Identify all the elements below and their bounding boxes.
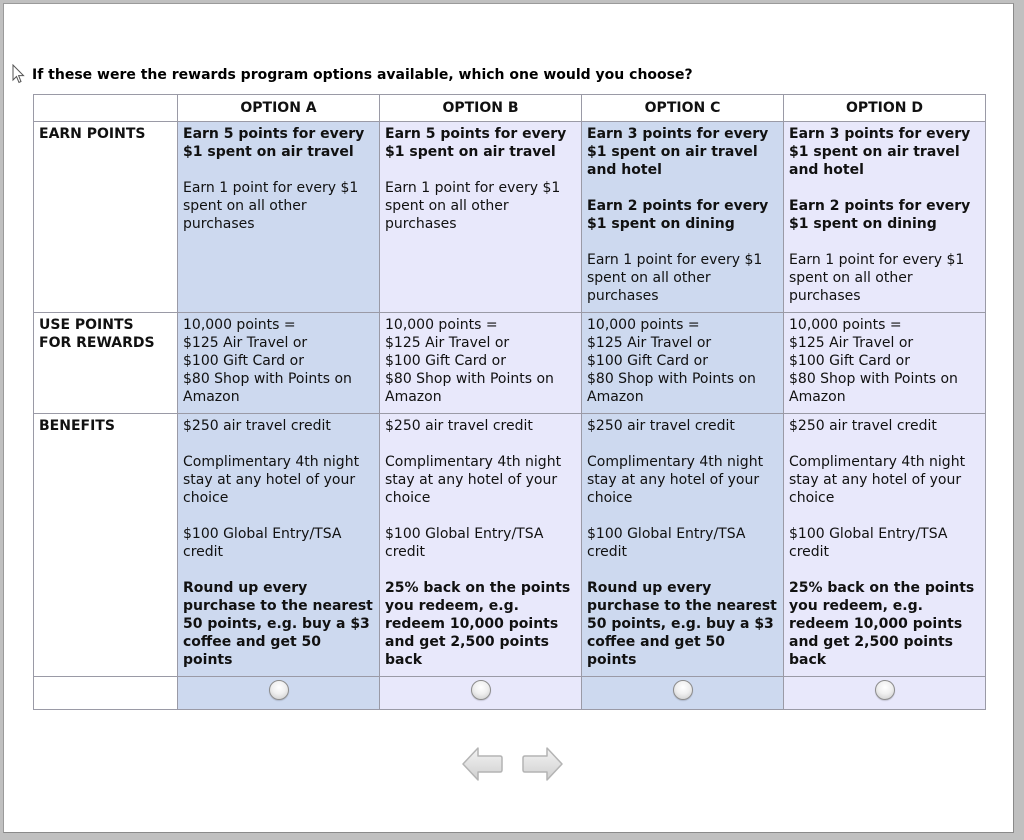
use-line: $100 Gift Card or (789, 353, 910, 369)
benefit-item: Complimentary 4th night stay at any hotel of your choice (183, 454, 360, 506)
benefit-special: 25% back on the points you redeem, e.g. redeem 10,000 points and get 2,500 points back (385, 580, 571, 668)
benefits-option-a (178, 414, 380, 677)
earn-option-b (380, 122, 582, 313)
earn-dining: Earn 2 points for every $1 spent on dining (587, 198, 769, 232)
earn-primary: Earn 3 points for every $1 spent on air travel and hotel (789, 126, 971, 178)
benefit-item: Complimentary 4th night stay at any hotel of your choice (789, 454, 966, 506)
earn-points-row (34, 122, 986, 313)
benefit-item: $100 Global Entry/TSA credit (183, 526, 342, 560)
radio-option-b[interactable] (471, 680, 491, 700)
benefit-item: $100 Global Entry/TSA credit (385, 526, 544, 560)
use-line: $80 Shop with Points on Amazon (183, 371, 352, 405)
use-line: 10,000 points = (789, 317, 902, 333)
earn-option-d (784, 122, 986, 313)
benefit-item: $100 Global Entry/TSA credit (789, 526, 948, 560)
use-option-c (582, 313, 784, 414)
benefit-special: Round up every purchase to the nearest 50 points, e.g. buy a $3 coffee and get 50 points (183, 580, 373, 668)
benefit-item: Complimentary 4th night stay at any hotel of your choice (587, 454, 764, 506)
use-option-d (784, 313, 986, 414)
use-points-row (34, 313, 986, 414)
choice-row-label (34, 677, 178, 710)
header-row (34, 95, 986, 122)
benefit-special: 25% back on the points you redeem, e.g. redeem 10,000 points and get 2,500 points back (789, 580, 975, 668)
benefit-item: $250 air travel credit (183, 418, 331, 434)
benefit-item: $250 air travel credit (385, 418, 533, 434)
benefit-item: $100 Global Entry/TSA credit (587, 526, 746, 560)
earn-other: Earn 1 point for every $1 spent on all other purchases (789, 252, 965, 304)
earn-option-a (178, 122, 380, 313)
earn-option-c (582, 122, 784, 313)
header-option-b: OPTION B (380, 95, 582, 122)
benefit-item: $250 air travel credit (587, 418, 735, 434)
use-line: $100 Gift Card or (587, 353, 708, 369)
use-line: $100 Gift Card or (183, 353, 304, 369)
use-line: $100 Gift Card or (385, 353, 506, 369)
benefit-item: $250 air travel credit (789, 418, 937, 434)
radio-option-c[interactable] (673, 680, 693, 700)
benefits-option-d (784, 414, 986, 677)
use-option-a (178, 313, 380, 414)
benefit-special: Round up every purchase to the nearest 50 points, e.g. buy a $3 coffee and get 50 points (587, 580, 777, 668)
arrow-left-icon (460, 744, 504, 784)
use-line: $80 Shop with Points on Amazon (385, 371, 554, 405)
header-option-d: OPTION D (784, 95, 986, 122)
survey-page (3, 3, 1014, 833)
earn-primary: Earn 5 points for every $1 spent on air travel (385, 126, 567, 160)
choice-cell-c[interactable] (582, 677, 784, 710)
choice-cell-d[interactable] (784, 677, 986, 710)
options-table (33, 94, 986, 710)
choice-row (34, 677, 986, 710)
arrow-right-icon (521, 744, 565, 784)
choice-cell-a[interactable] (178, 677, 380, 710)
row-label-line: FOR REWARDS (39, 335, 155, 351)
benefit-item: Complimentary 4th night stay at any hotel of your choice (385, 454, 562, 506)
back-button[interactable] (460, 744, 504, 784)
row-label-earn-points: EARN POINTS (34, 122, 178, 313)
use-option-b (380, 313, 582, 414)
row-label-use-points (34, 313, 178, 414)
benefits-row (34, 414, 986, 677)
earn-primary: Earn 5 points for every $1 spent on air travel (183, 126, 365, 160)
mouse-cursor-icon (12, 64, 26, 84)
use-line: 10,000 points = (587, 317, 700, 333)
use-line: $80 Shop with Points on Amazon (587, 371, 756, 405)
radio-option-a[interactable] (269, 680, 289, 700)
use-line: 10,000 points = (183, 317, 296, 333)
use-line: $125 Air Travel or (385, 335, 510, 351)
use-line: $125 Air Travel or (587, 335, 712, 351)
header-corner (34, 95, 178, 122)
earn-other: Earn 1 point for every $1 spent on all other purchases (183, 180, 359, 232)
earn-dining: Earn 2 points for every $1 spent on dining (789, 198, 971, 232)
benefits-option-c (582, 414, 784, 677)
next-button[interactable] (521, 744, 565, 784)
row-label-line: USE POINTS (39, 317, 134, 333)
earn-other: Earn 1 point for every $1 spent on all other purchases (385, 180, 561, 232)
question-text: If these were the rewards program options available, which one would you choose? (32, 67, 693, 83)
header-option-c: OPTION C (582, 95, 784, 122)
earn-primary: Earn 3 points for every $1 spent on air travel and hotel (587, 126, 769, 178)
use-line: 10,000 points = (385, 317, 498, 333)
choice-cell-b[interactable] (380, 677, 582, 710)
earn-other: Earn 1 point for every $1 spent on all other purchases (587, 252, 763, 304)
use-line: $125 Air Travel or (183, 335, 308, 351)
use-line: $80 Shop with Points on Amazon (789, 371, 958, 405)
header-option-a: OPTION A (178, 95, 380, 122)
row-label-benefits: BENEFITS (34, 414, 178, 677)
radio-option-d[interactable] (875, 680, 895, 700)
benefits-option-b (380, 414, 582, 677)
use-line: $125 Air Travel or (789, 335, 914, 351)
